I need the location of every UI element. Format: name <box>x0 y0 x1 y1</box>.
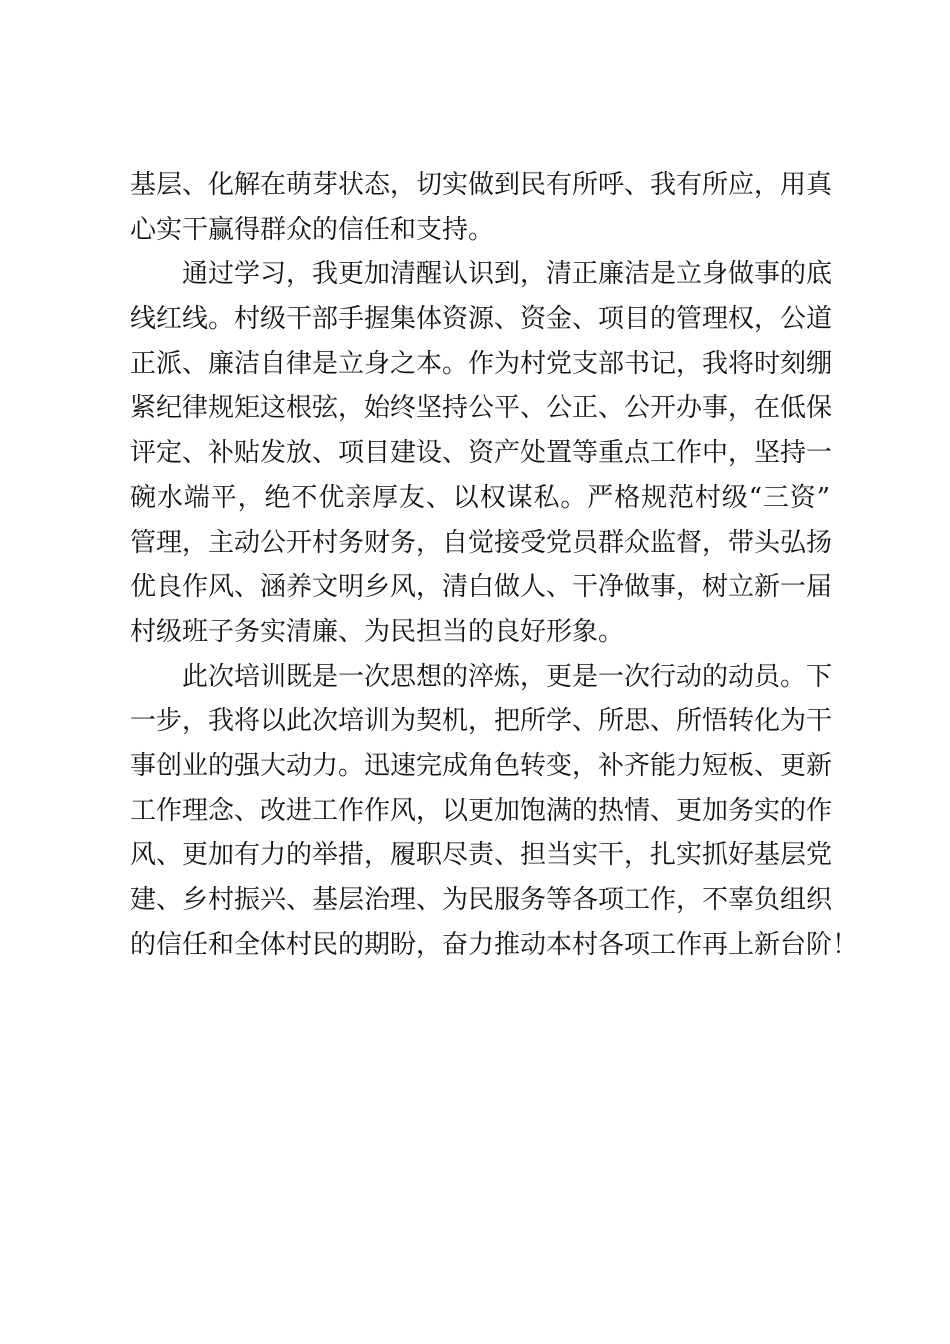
text-line: 村级班子务实清廉、为民担当的良好形象。 <box>130 616 625 647</box>
text-line: 建、乡村振兴、基层治理、为民服务等各项工作，不辜负组织 <box>130 885 833 915</box>
document-body <box>130 163 859 967</box>
text-line: 优良作风、涵养文明乡风，清白做人、干净做事，树立新一届 <box>130 572 833 603</box>
text-line: 紧纪律规矩这根弦，始终坚持公平、公正、公开办事，在低保 <box>130 393 833 424</box>
text-line: 基层、化解在萌芽状态，切实做到民有所呼、我有所应，用真 <box>130 170 833 200</box>
text-line: 工作理念、改进工作作风，以更加饱满的热情、更加务实的作 <box>130 795 833 826</box>
text-line: 的信任和全体村民的期盼，奋力推动本村各项工作再上新台阶！ <box>130 929 859 960</box>
paragraph-3 <box>130 655 859 968</box>
text-line: 评定、补贴发放、项目建设、资产处置等重点工作中，坚持一 <box>130 438 833 469</box>
paragraph-1 <box>130 163 833 252</box>
text-line: 风、更加有力的举措，履职尽责、担当实干，扎实抓好基层党 <box>130 840 833 871</box>
text-line: 一步，我将以此次培训为契机，把所学、所思、所悟转化为干 <box>130 706 833 737</box>
text-line: 此次培训既是一次思想的淬炼，更是一次行动的动员。下 <box>182 661 833 692</box>
text-line: 线红线。村级干部手握集体资源、资金、项目的管理权，公道 <box>130 304 833 335</box>
paragraph-2 <box>130 252 833 654</box>
text-line: 通过学习，我更加清醒认识到，清正廉洁是立身做事的底 <box>182 259 833 290</box>
text-line: 管理，主动公开村务财务，自觉接受党员群众监督，带头弘扬 <box>130 527 833 558</box>
text-line: 正派、廉洁自律是立身之本。作为村党支部书记，我将时刻绷 <box>130 348 833 379</box>
text-line: 事创业的强大动力。迅速完成角色转变，补齐能力短板、更新 <box>130 750 833 781</box>
text-line: 碗水端平，绝不优亲厚友、以权谋私。严格规范村级“三资” <box>130 482 830 513</box>
text-line: 心实干赢得群众的信任和支持。 <box>130 214 495 245</box>
